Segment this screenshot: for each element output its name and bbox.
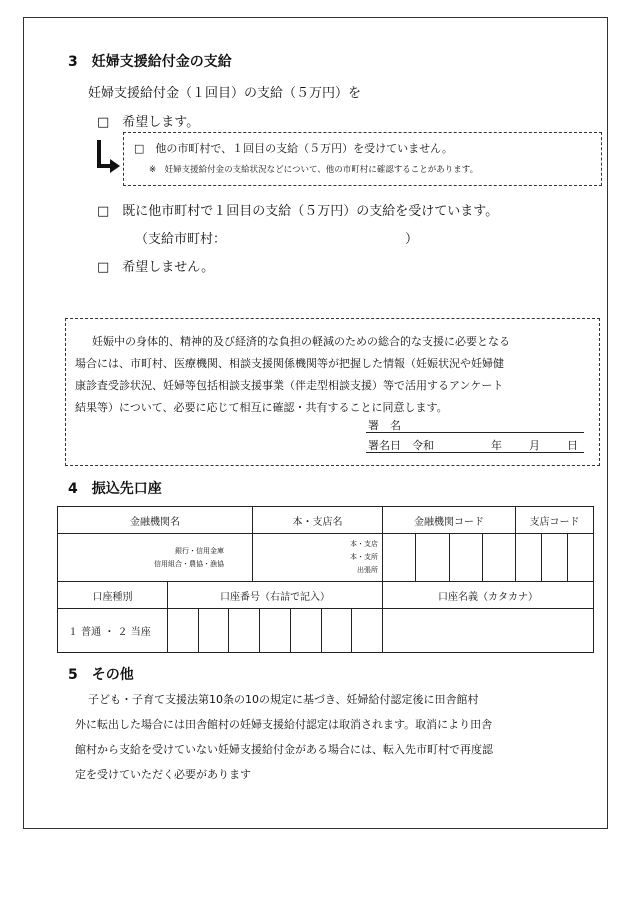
branch-code-header: 支店コード bbox=[516, 507, 594, 534]
account-number-cells[interactable] bbox=[168, 609, 383, 653]
account-number-digit[interactable] bbox=[290, 609, 321, 652]
account-name-cell[interactable] bbox=[383, 609, 594, 653]
bank-code-cells[interactable] bbox=[383, 534, 516, 582]
sub-option-checkbox[interactable]: □ 他の市町村で、１回目の支給（５万円）を受けていません。 bbox=[134, 142, 453, 155]
section5-line-1: 子ども・子育て支援法第10条の10の規定に基づき、妊婦給付認定後に田舎館村 bbox=[88, 693, 479, 706]
account-number-digit[interactable] bbox=[321, 609, 352, 652]
sign-year-label: 年 bbox=[491, 439, 502, 452]
bank-code-digit[interactable] bbox=[415, 534, 448, 581]
branch-cell[interactable] bbox=[253, 534, 383, 582]
account-number-digit[interactable] bbox=[259, 609, 290, 652]
option-not-want-checkbox[interactable]: □ 希望しません。 bbox=[97, 260, 215, 275]
signature-line[interactable] bbox=[366, 432, 584, 433]
institution-type-2: 信用組合・農協・漁協 bbox=[154, 559, 224, 568]
branch-code-digit[interactable] bbox=[541, 534, 567, 581]
account-number-grid bbox=[168, 609, 382, 652]
municipality-label: （支給市町村： bbox=[135, 232, 227, 247]
bank-code-grid bbox=[383, 534, 515, 581]
section3-heading: 3 妊婦支援給付金の支給 bbox=[68, 54, 232, 70]
sign-date-line[interactable] bbox=[366, 452, 584, 453]
arrow-right-icon bbox=[94, 140, 122, 176]
consent-line-2: 場合には、市町村、医療機関、相談支援関係機関等が把握した情報（妊娠状況や妊婦健 bbox=[75, 357, 504, 370]
branch-type-2: 本・支所 bbox=[350, 553, 378, 561]
section5-line-2: 外に転出した場合には田舎館村の妊婦支援給付認定は取消されます。取消により田舎 bbox=[75, 718, 493, 731]
branch-code-grid bbox=[516, 534, 593, 581]
institution-type-1: 銀行・信用金庫 bbox=[175, 546, 224, 555]
consent-line-3: 康診査受診状況、妊婦等包括相談支援事業（伴走型相談支援）等で活用するアンケート bbox=[75, 379, 504, 392]
branch-code-digit[interactable] bbox=[567, 534, 593, 581]
branch-type-3: 出張所 bbox=[357, 566, 378, 574]
branch-type-1: 本・支店 bbox=[350, 540, 378, 548]
branch-header: 本・支店名 bbox=[253, 507, 383, 534]
sub-option-note: ※ 妊婦支援給付金の支給状況などについて、他の市町村に確認することがあります。 bbox=[149, 165, 479, 175]
option-received-checkbox[interactable]: □ 既に他市町村で１回目の支給（５万円）の支給を受けています。 bbox=[97, 204, 499, 219]
account-number-digit[interactable] bbox=[351, 609, 382, 652]
account-number-digit[interactable] bbox=[228, 609, 259, 652]
section5-line-4: 定を受けていただく必要があります bbox=[75, 768, 251, 781]
account-type-header: 口座種別 bbox=[58, 582, 168, 609]
bank-code-digit[interactable] bbox=[449, 534, 482, 581]
section3-intro: 妊婦支援給付金（１回目）の支給（５万円）を bbox=[88, 86, 362, 101]
institution-header: 金融機関名 bbox=[58, 507, 253, 534]
bank-code-digit[interactable] bbox=[383, 534, 415, 581]
account-type-options[interactable]: １ 普通 ・ ２ 当座 bbox=[58, 609, 168, 653]
branch-code-cells[interactable] bbox=[516, 534, 594, 582]
account-number-header: 口座番号（右詰で記入） bbox=[168, 582, 383, 609]
consent-line-4: 結果等）について、必要に応じて相互に確認・共有することに同意します。 bbox=[75, 401, 448, 414]
bank-account-table bbox=[57, 506, 594, 653]
account-name-header: 口座名義（カタカナ） bbox=[383, 582, 594, 609]
account-number-digit[interactable] bbox=[168, 609, 198, 652]
section5-heading: 5 その他 bbox=[68, 667, 134, 683]
section4-heading: 4 振込先口座 bbox=[68, 481, 162, 497]
signature-label: 署 名 bbox=[368, 419, 401, 432]
sign-date-label: 署名日 令和 bbox=[368, 439, 434, 452]
section5-line-3: 館村から支給を受けていない妊婦支援給付金がある場合には、転入先市町村で再度認 bbox=[75, 743, 493, 756]
consent-line-1: 妊娠中の身体的、精神的及び経済的な負担の軽減のための総合的な支援に必要となる bbox=[92, 335, 510, 348]
branch-code-digit[interactable] bbox=[516, 534, 541, 581]
account-number-digit[interactable] bbox=[198, 609, 229, 652]
option-want-checkbox[interactable]: □ 希望します。 bbox=[97, 115, 200, 130]
bank-code-digit[interactable] bbox=[482, 534, 515, 581]
bank-code-header: 金融機関コード bbox=[383, 507, 516, 534]
municipality-close: ） bbox=[405, 232, 419, 247]
sign-month-label: 月 bbox=[529, 439, 540, 452]
sign-day-label: 日 bbox=[567, 439, 578, 452]
institution-cell[interactable] bbox=[58, 534, 253, 582]
